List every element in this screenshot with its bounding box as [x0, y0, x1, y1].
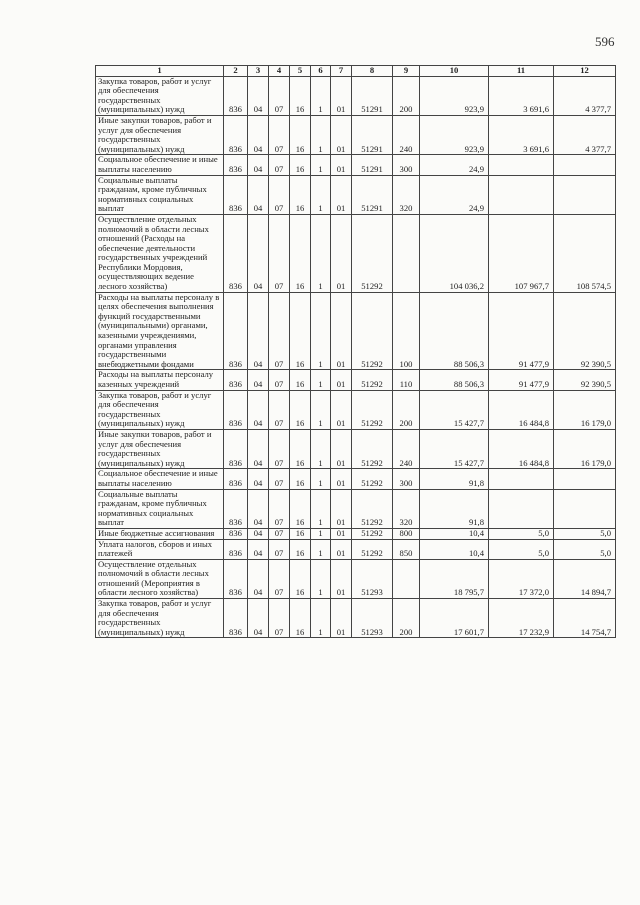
amount-cell: 5,0 — [554, 539, 616, 559]
code-cell: 836 — [224, 175, 248, 214]
code-cell: 04 — [248, 175, 269, 214]
code-cell: 04 — [248, 489, 269, 528]
description-cell: Закупка товаров, работ и услуг для обеспечения государственных (муниципальных) нужд — [96, 599, 224, 638]
code-cell: 16 — [290, 528, 311, 539]
code-cell: 07 — [269, 469, 290, 489]
code-cell: 01 — [331, 175, 352, 214]
code-cell: 01 — [331, 539, 352, 559]
code-cell: 04 — [248, 214, 269, 292]
amount-cell: 16 484,8 — [489, 390, 554, 429]
code-cell: 16 — [290, 559, 311, 598]
table-row — [96, 528, 616, 539]
table-row — [96, 599, 616, 638]
amount-cell: 923,9 — [420, 76, 489, 115]
code-cell: 07 — [269, 76, 290, 115]
code-cell: 836 — [224, 370, 248, 390]
amount-cell: 16 484,8 — [489, 429, 554, 468]
amount-cell: 16 179,0 — [554, 429, 616, 468]
code-cell: 16 — [290, 214, 311, 292]
table-row — [96, 469, 616, 489]
code-cell: 04 — [248, 559, 269, 598]
code-cell: 836 — [224, 115, 248, 154]
code-cell: 01 — [331, 292, 352, 370]
description-cell: Социальные выплаты гражданам, кроме публичных нормативных социальных выплат — [96, 175, 224, 214]
column-header: 6 — [311, 66, 331, 77]
amount-cell — [489, 469, 554, 489]
code-cell: 07 — [269, 489, 290, 528]
code-cell: 200 — [393, 76, 420, 115]
table-row — [96, 115, 616, 154]
column-header: 1 — [96, 66, 224, 77]
code-cell: 07 — [269, 292, 290, 370]
code-cell: 51291 — [352, 76, 393, 115]
code-cell: 16 — [290, 539, 311, 559]
column-header: 10 — [420, 66, 489, 77]
amount-cell: 10,4 — [420, 539, 489, 559]
code-cell: 51293 — [352, 599, 393, 638]
code-cell: 04 — [248, 429, 269, 468]
code-cell: 01 — [331, 469, 352, 489]
code-cell: 04 — [248, 292, 269, 370]
amount-cell: 14 754,7 — [554, 599, 616, 638]
code-cell: 836 — [224, 528, 248, 539]
description-cell: Социальное обеспечение и иные выплаты населению — [96, 469, 224, 489]
code-cell: 1 — [311, 292, 331, 370]
code-cell: 1 — [311, 539, 331, 559]
column-header: 12 — [554, 66, 616, 77]
amount-cell: 18 795,7 — [420, 559, 489, 598]
code-cell: 240 — [393, 429, 420, 468]
table-row — [96, 539, 616, 559]
amount-cell — [489, 175, 554, 214]
amount-cell: 91 477,9 — [489, 370, 554, 390]
amount-cell: 923,9 — [420, 115, 489, 154]
code-cell: 07 — [269, 429, 290, 468]
amount-cell: 16 179,0 — [554, 390, 616, 429]
amount-cell: 24,9 — [420, 155, 489, 175]
code-cell: 16 — [290, 469, 311, 489]
code-cell: 04 — [248, 76, 269, 115]
amount-cell: 5,0 — [489, 539, 554, 559]
code-cell: 07 — [269, 214, 290, 292]
amount-cell: 3 691,6 — [489, 115, 554, 154]
code-cell: 51292 — [352, 390, 393, 429]
table-row — [96, 214, 616, 292]
code-cell: 1 — [311, 214, 331, 292]
amount-cell — [554, 469, 616, 489]
code-cell: 16 — [290, 155, 311, 175]
table-row — [96, 559, 616, 598]
amount-cell: 88 506,3 — [420, 370, 489, 390]
code-cell: 836 — [224, 559, 248, 598]
code-cell: 51292 — [352, 469, 393, 489]
budget-table — [95, 65, 616, 638]
code-cell: 01 — [331, 155, 352, 175]
code-cell: 04 — [248, 528, 269, 539]
description-cell: Закупка товаров, работ и услуг для обеспечения государственных (муниципальных) нужд — [96, 76, 224, 115]
amount-cell: 3 691,6 — [489, 76, 554, 115]
amount-cell: 91 477,9 — [489, 292, 554, 370]
code-cell: 01 — [331, 390, 352, 429]
description-cell: Осуществление отдельных полномочий в области лесных отношений (Расходы на обеспечение деятельности государственных учреждений Республики Мордовия, осуществляющих ведение лесного хозяйства) — [96, 214, 224, 292]
code-cell: 1 — [311, 528, 331, 539]
table-row — [96, 155, 616, 175]
column-header: 3 — [248, 66, 269, 77]
code-cell: 200 — [393, 599, 420, 638]
code-cell: 1 — [311, 155, 331, 175]
code-cell: 07 — [269, 599, 290, 638]
code-cell: 850 — [393, 539, 420, 559]
code-cell: 04 — [248, 599, 269, 638]
code-cell: 01 — [331, 76, 352, 115]
code-cell: 07 — [269, 175, 290, 214]
code-cell: 836 — [224, 429, 248, 468]
code-cell: 51293 — [352, 559, 393, 598]
code-cell: 16 — [290, 292, 311, 370]
code-cell: 110 — [393, 370, 420, 390]
table-row — [96, 489, 616, 528]
description-cell: Иные закупки товаров, работ и услуг для обеспечения государственных (муниципальных) нужд — [96, 115, 224, 154]
column-header: 7 — [331, 66, 352, 77]
amount-cell: 5,0 — [554, 528, 616, 539]
column-header: 5 — [290, 66, 311, 77]
amount-cell: 17 601,7 — [420, 599, 489, 638]
amount-cell: 5,0 — [489, 528, 554, 539]
code-cell: 04 — [248, 539, 269, 559]
amount-cell: 4 377,7 — [554, 115, 616, 154]
code-cell: 01 — [331, 115, 352, 154]
column-header: 11 — [489, 66, 554, 77]
description-cell: Иные бюджетные ассигнования — [96, 528, 224, 539]
amount-cell: 14 894,7 — [554, 559, 616, 598]
column-header: 2 — [224, 66, 248, 77]
code-cell: 16 — [290, 429, 311, 468]
code-cell: 51292 — [352, 214, 393, 292]
code-cell: 07 — [269, 115, 290, 154]
code-cell: 1 — [311, 76, 331, 115]
code-cell: 836 — [224, 390, 248, 429]
code-cell: 01 — [331, 370, 352, 390]
code-cell: 01 — [331, 599, 352, 638]
code-cell: 51292 — [352, 528, 393, 539]
amount-cell: 17 372,0 — [489, 559, 554, 598]
code-cell: 51292 — [352, 370, 393, 390]
code-cell: 1 — [311, 115, 331, 154]
amount-cell: 92 390,5 — [554, 370, 616, 390]
table-row — [96, 370, 616, 390]
code-cell: 200 — [393, 390, 420, 429]
code-cell: 16 — [290, 370, 311, 390]
table-row — [96, 429, 616, 468]
code-cell: 836 — [224, 292, 248, 370]
code-cell: 07 — [269, 370, 290, 390]
description-cell: Закупка товаров, работ и услуг для обеспечения государственных (муниципальных) нужд — [96, 390, 224, 429]
code-cell: 1 — [311, 429, 331, 468]
amount-cell: 91,8 — [420, 489, 489, 528]
code-cell: 16 — [290, 76, 311, 115]
code-cell: 04 — [248, 469, 269, 489]
code-cell: 320 — [393, 175, 420, 214]
code-cell: 51291 — [352, 155, 393, 175]
amount-cell — [554, 175, 616, 214]
code-cell: 07 — [269, 155, 290, 175]
description-cell: Расходы на выплаты персоналу в целях обеспечения выполнения функций государственными (муниципальными) органами, казенными учреждениями, органами управления государственными внебюджетными фондами — [96, 292, 224, 370]
page-number: 596 — [595, 34, 615, 49]
table-row — [96, 175, 616, 214]
code-cell: 320 — [393, 489, 420, 528]
code-cell: 51291 — [352, 115, 393, 154]
code-cell: 04 — [248, 155, 269, 175]
code-cell — [393, 559, 420, 598]
code-cell: 07 — [269, 539, 290, 559]
code-cell: 1 — [311, 599, 331, 638]
table-row — [96, 390, 616, 429]
code-cell: 07 — [269, 559, 290, 598]
code-cell: 836 — [224, 599, 248, 638]
description-cell: Социальные выплаты гражданам, кроме публичных нормативных социальных выплат — [96, 489, 224, 528]
code-cell: 1 — [311, 469, 331, 489]
code-cell: 836 — [224, 76, 248, 115]
code-cell: 04 — [248, 370, 269, 390]
amount-cell: 91,8 — [420, 469, 489, 489]
amount-cell: 104 036,2 — [420, 214, 489, 292]
code-cell: 1 — [311, 559, 331, 598]
amount-cell: 15 427,7 — [420, 390, 489, 429]
code-cell: 1 — [311, 175, 331, 214]
amount-cell: 92 390,5 — [554, 292, 616, 370]
code-cell: 01 — [331, 559, 352, 598]
amount-cell — [554, 489, 616, 528]
code-cell: 16 — [290, 175, 311, 214]
amount-cell: 108 574,5 — [554, 214, 616, 292]
code-cell: 836 — [224, 489, 248, 528]
amount-cell: 4 377,7 — [554, 76, 616, 115]
amount-cell: 24,9 — [420, 175, 489, 214]
code-cell: 800 — [393, 528, 420, 539]
amount-cell — [554, 155, 616, 175]
code-cell: 16 — [290, 115, 311, 154]
amount-cell: 107 967,7 — [489, 214, 554, 292]
amount-cell: 17 232,9 — [489, 599, 554, 638]
description-cell: Социальное обеспечение и иные выплаты населению — [96, 155, 224, 175]
table-row — [96, 76, 616, 115]
code-cell: 1 — [311, 370, 331, 390]
code-cell: 01 — [331, 214, 352, 292]
code-cell: 51292 — [352, 489, 393, 528]
code-cell: 836 — [224, 214, 248, 292]
description-cell: Уплата налогов, сборов и иных платежей — [96, 539, 224, 559]
code-cell: 240 — [393, 115, 420, 154]
code-cell: 07 — [269, 390, 290, 429]
code-cell: 07 — [269, 528, 290, 539]
amount-cell: 15 427,7 — [420, 429, 489, 468]
code-cell: 100 — [393, 292, 420, 370]
code-cell — [393, 214, 420, 292]
amount-cell — [489, 489, 554, 528]
code-cell: 300 — [393, 155, 420, 175]
code-cell: 04 — [248, 390, 269, 429]
table-header-row — [96, 66, 616, 77]
code-cell: 51292 — [352, 429, 393, 468]
code-cell: 51291 — [352, 175, 393, 214]
code-cell: 836 — [224, 539, 248, 559]
description-cell: Осуществление отдельных полномочий в области лесных отношений (Мероприятия в области лесного хозяйства) — [96, 559, 224, 598]
code-cell: 1 — [311, 489, 331, 528]
code-cell: 16 — [290, 489, 311, 528]
description-cell: Иные закупки товаров, работ и услуг для обеспечения государственных (муниципальных) нужд — [96, 429, 224, 468]
amount-cell: 10,4 — [420, 528, 489, 539]
code-cell: 1 — [311, 390, 331, 429]
code-cell: 51292 — [352, 292, 393, 370]
code-cell: 16 — [290, 599, 311, 638]
column-header: 9 — [393, 66, 420, 77]
code-cell: 836 — [224, 155, 248, 175]
code-cell: 04 — [248, 115, 269, 154]
code-cell: 01 — [331, 429, 352, 468]
code-cell: 16 — [290, 390, 311, 429]
amount-cell: 88 506,3 — [420, 292, 489, 370]
amount-cell — [489, 155, 554, 175]
table-row — [96, 292, 616, 370]
code-cell: 01 — [331, 489, 352, 528]
column-header: 8 — [352, 66, 393, 77]
code-cell: 51292 — [352, 539, 393, 559]
code-cell: 01 — [331, 528, 352, 539]
code-cell: 300 — [393, 469, 420, 489]
description-cell: Расходы на выплаты персоналу казенных учреждений — [96, 370, 224, 390]
column-header: 4 — [269, 66, 290, 77]
code-cell: 836 — [224, 469, 248, 489]
